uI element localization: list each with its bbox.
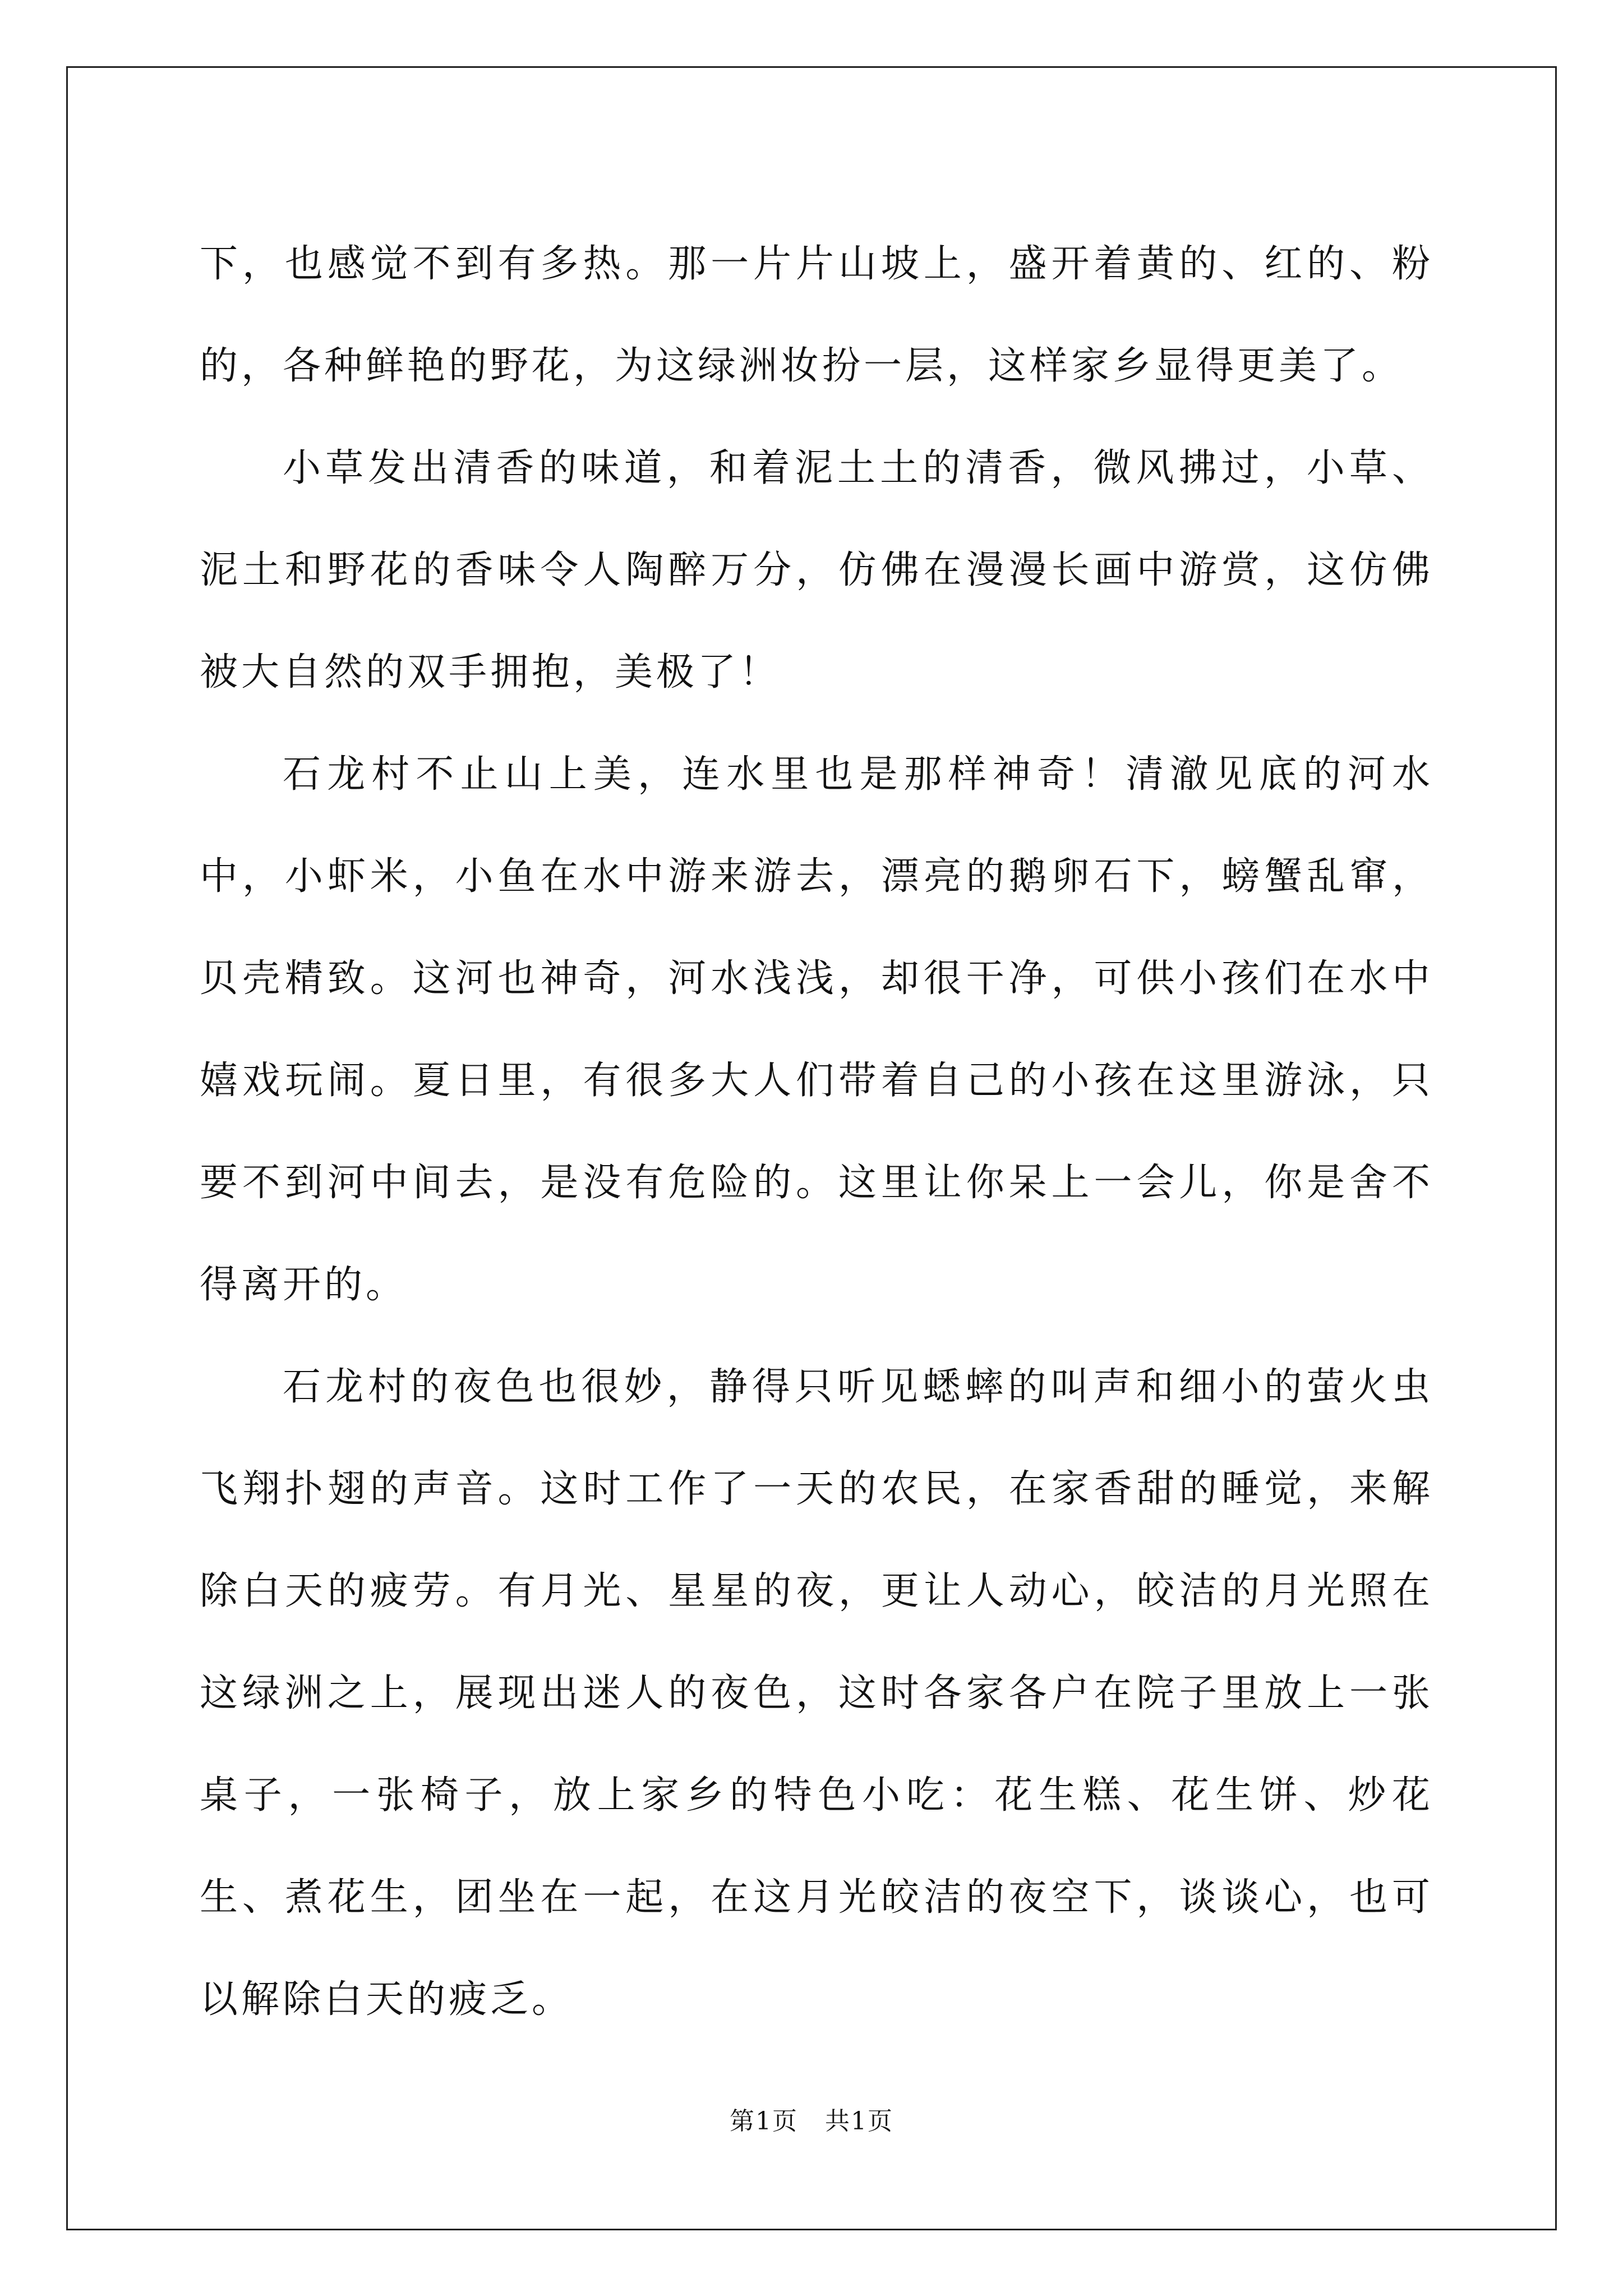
paragraph-1: 下，也感觉不到有多热。那一片片山坡上，盛开着黄的、红的、粉的，各种鲜艳的野花，为这绿洲妆扮一层，这样家乡显得更美了。 — [200, 242, 1433, 388]
page-number: 第1页 — [730, 2107, 799, 2136]
page-total: 共1页 — [824, 2107, 893, 2136]
page-footer — [0, 2101, 1623, 2137]
paragraph-3: 石龙村不止山上美，连水里也是那样神奇！清澈见底的河水中，小虾米，小鱼在水中游来游去，漂亮的鹅卵石下，螃蟹乱窜，贝壳精致。这河也神奇，河水浅浅，却很干净，可供小孩们在水中嬉戏玩闹。夏日里，有很多大人们带着自己的小孩在这里游泳，只要不到河中间去，是没有危险的。这里让你呆上一会儿，你是舍不得离开的。 — [200, 752, 1433, 1307]
document-body — [200, 213, 1433, 2051]
paragraph-4: 石龙村的夜色也很妙，静得只听见蟋蟀的叫声和细小的萤火虫飞翔扑翅的声音。这时工作了一天的农民，在家香甜的睡觉，来解除白天的疲劳。有月光、星星的夜，更让人动心，皎洁的月光照在这绿洲之上，展现出迷人的夜色，这时各家各户在院子里放上一张桌子，一张椅子，放上家乡的特色小吃：花生糕、花生饼、炒花生、煮花生，团坐在一起，在这月光皎洁的夜空下，谈谈心，也可以解除白天的疲乏。 — [200, 1365, 1433, 2022]
paragraph-2: 小草发出清香的味道，和着泥土土的清香，微风拂过，小草、泥土和野花的香味令人陶醉万分，仿佛在漫漫长画中游赏，这仿佛被大自然的双手拥抱，美极了！ — [200, 446, 1433, 694]
